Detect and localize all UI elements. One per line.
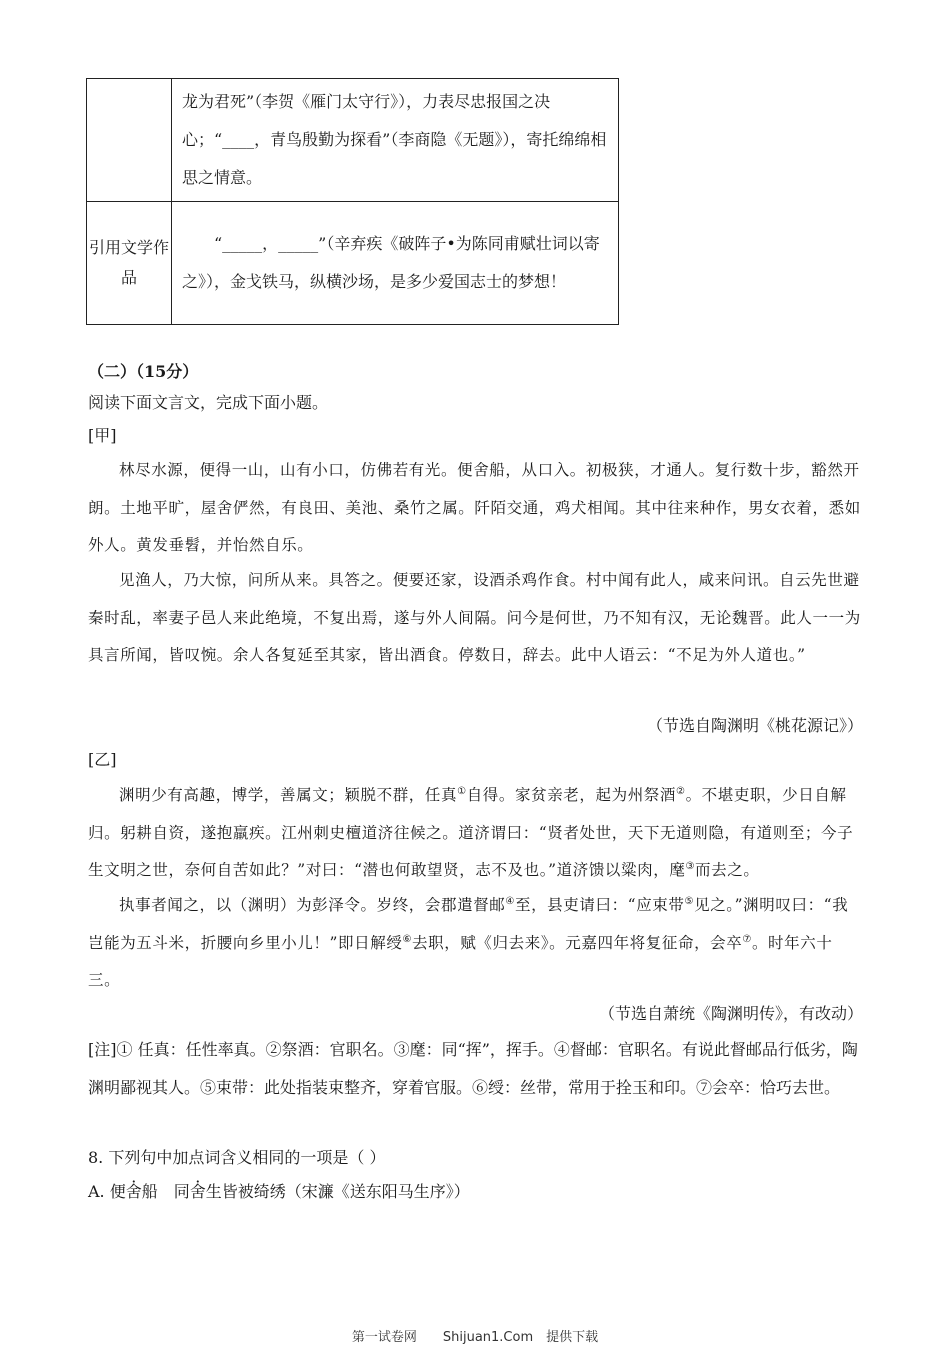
text-run: 见之。”渊明叹曰：“我岂能为五斗米，折腰向乡里小儿！”即日解绶: [88, 896, 849, 952]
passage-label-yi: [乙]: [88, 750, 117, 769]
literature-table: [86, 78, 619, 325]
dotted-word: 舍: [125, 1182, 142, 1201]
passage-jia-paragraph-2: 见渔人，乃大惊，问所从来。具答之。便要还家，设酒杀鸡作食。村中闻有此人，咸来问讯。自云先世避秦时乱，率妻子邑人来此绝境，不复出焉，遂与外人间隔。问今是何世，乃不知有汉，无论魏晋。此人一一为具言所闻，皆叹惋。余人各复延至其家，皆出酒食。停数日，辞去。此中人语云：“不足为外人道也。”: [88, 571, 861, 664]
dotted-word: 舍: [189, 1182, 206, 1201]
text-run: 生皆被绮绣（宋濂《送东阳马生序》）: [205, 1182, 470, 1201]
text-run: 执事者闻之，以（渊明）为彭泽令。岁终，会郡遣督邮: [119, 896, 506, 914]
instruction-text: 阅读下面文言文，完成下面小题。: [88, 393, 329, 412]
text-run: 自得。家贫亲老，起为州祭酒: [466, 786, 676, 804]
passage-jia-source: （节选自陶渊明《桃花源记》）: [646, 716, 863, 735]
text-run: 至，县吏请曰：“应束带: [514, 896, 685, 914]
passage-yi-paragraph-2: [88, 887, 863, 1000]
table-row: [87, 202, 619, 325]
passage-jia-paragraph-1: 林尽水源，便得一山，山有小口，仿佛若有光。便舍船，从口入。初极狭，才通人。复行数十步，豁然开朗。土地平旷，屋舍俨然，有良田、美池、桑竹之属。阡陌交通，鸡犬相闻。其中往来种作，男女衣着，悉如外人。黄发垂髫，并怡然自乐。: [88, 461, 861, 554]
footnote-marker: ①: [457, 785, 467, 797]
section-heading: （二）（15分）: [88, 362, 199, 381]
table-cell-content: 龙为君死”（李贺《雁门太守行》），力表尽忠报国之决心；“____，青鸟殷勤为探看”（李商隐《无题》），寄托绵绵相思之情意。: [172, 79, 619, 202]
text-run: 去职，赋《归去来》。元嘉四年将复征命，会卒: [412, 933, 743, 952]
footnote-marker: ⑦: [742, 933, 752, 945]
text-run: 船 同: [141, 1182, 190, 1201]
passage-label-jia: [甲]: [88, 426, 117, 445]
option-a: [88, 1180, 863, 1204]
option-label: A. 便: [88, 1182, 126, 1201]
text-run: 。不堪吏职，少日自解归。躬耕自资，遂抱羸疾。江州刺史檀道济往候之。道济谓曰：“贤者处世，天下无道则隐，有道则至；今子生文明之世，奈何自苦如此？”对曰：“潜也何敢望贤，志不及也。”道济馈以粱肉，麾: [88, 786, 854, 879]
table-cell-content: “_____，_____”（辛弃疾《破阵子•为陈同甫赋壮词以寄之》），金戈铁马，纵横沙场，是多少爱国志士的梦想！: [172, 202, 619, 325]
footnote-marker: ⑤: [684, 895, 695, 907]
text-run: 。时年六十三。: [88, 933, 833, 989]
footnote-marker: ④: [505, 895, 515, 907]
table-cell-category: 引用文学作品: [87, 202, 172, 325]
question-8: 8. 下列句中加点词含义相同的一项是（ ）: [88, 1148, 386, 1167]
footnote-marker: ③: [685, 860, 696, 872]
passage-yi-paragraph-1: [88, 777, 863, 890]
table-cell-category: [87, 79, 172, 202]
text-run: 渊明少有高趣，博学，善属文；颖脱不群，任真: [119, 786, 458, 804]
passage-yi-source: （节选自萧统《陶渊明传》，有改动）: [598, 1004, 863, 1023]
footnote-marker: ②: [676, 785, 686, 797]
annotation-notes: [注]① 任真：任性率真。②祭酒：官职名。③麾：同“挥”，挥手。④督邮：官职名。有说此督邮品行低劣，陶渊明鄙视其人。⑤束带：此处指装束整齐，穿着官服。⑥绶：丝带，常用于拴玉和印。⑦会卒：恰巧去世。: [88, 1040, 858, 1097]
footnote-marker: ⑥: [402, 933, 413, 945]
text-run: 而去之。: [695, 861, 760, 879]
table-row: [87, 79, 619, 202]
page-footer: 第一试卷网 Shijuan1.Com 提供下载: [351, 1330, 599, 1345]
